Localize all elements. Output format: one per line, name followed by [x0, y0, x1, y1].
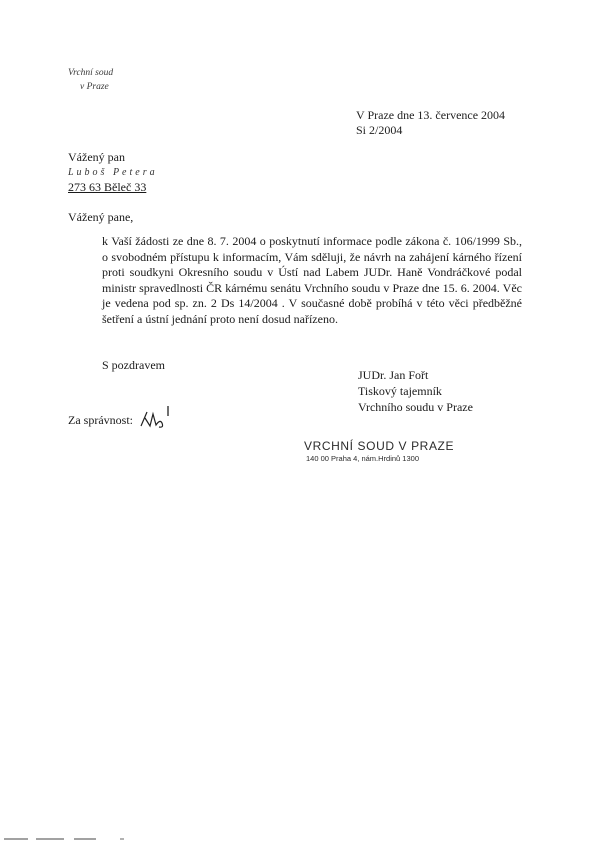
signatory-organization: Vrchního soudu v Praze — [358, 399, 473, 414]
stamp-line1: VRCHNÍ SOUD V PRAZE — [304, 439, 455, 453]
signatory-name: JUDr. Jan Fořt — [358, 368, 429, 382]
letterhead — [68, 66, 113, 94]
stamp-line2: 140 00 Praha 4, nám.Hrdinů 1300 — [306, 454, 419, 463]
signature-block — [358, 368, 473, 415]
attest-label: Za správnost: — [68, 413, 133, 427]
reference-number: Si 2/2004 — [356, 123, 403, 137]
body-paragraph: k Vaší žádosti ze dne 8. 7. 2004 o poskytnutí informace podle zákona č. 106/1999 Sb., o svobodném přístupu k informacím, Vám sděluji, že návrh na zahájení kárného řízení proti soudkyni Okresního soudu v Ústí nad Labem JUDr. Haně Vondráčkové podal ministr spravedlnosti ČR kárnému senátu Vrchního soudu v Praze dne 15. 6. 2004. Věc je vedena pod sp. zn. 2 Ds 14/2004 . V současné době probíhá v této věci předběžné šetření a ústní jednání proto není dosud nařízeno. — [102, 234, 522, 326]
recipient-address: 273 63 Běleč 33 — [68, 180, 147, 194]
closing: S pozdravem — [102, 358, 165, 372]
scan-edge-marks — [0, 834, 600, 844]
letterhead-line2: v Praze — [80, 82, 109, 92]
letter-body — [102, 234, 522, 328]
salutation: Vážený pane, — [68, 210, 134, 224]
recipient-greeting: Vážený pan — [68, 150, 125, 164]
handwritten-initials — [138, 404, 174, 430]
recipient-block — [68, 150, 158, 195]
signatory-title: Tiskový tajemník — [358, 383, 442, 398]
court-stamp — [304, 439, 454, 464]
place-date: V Praze dne 13. července 2004 — [356, 108, 506, 122]
letterhead-line1: Vrchní soud — [68, 68, 114, 78]
date-block — [356, 108, 505, 138]
recipient-name: Luboš Petera — [68, 167, 158, 178]
